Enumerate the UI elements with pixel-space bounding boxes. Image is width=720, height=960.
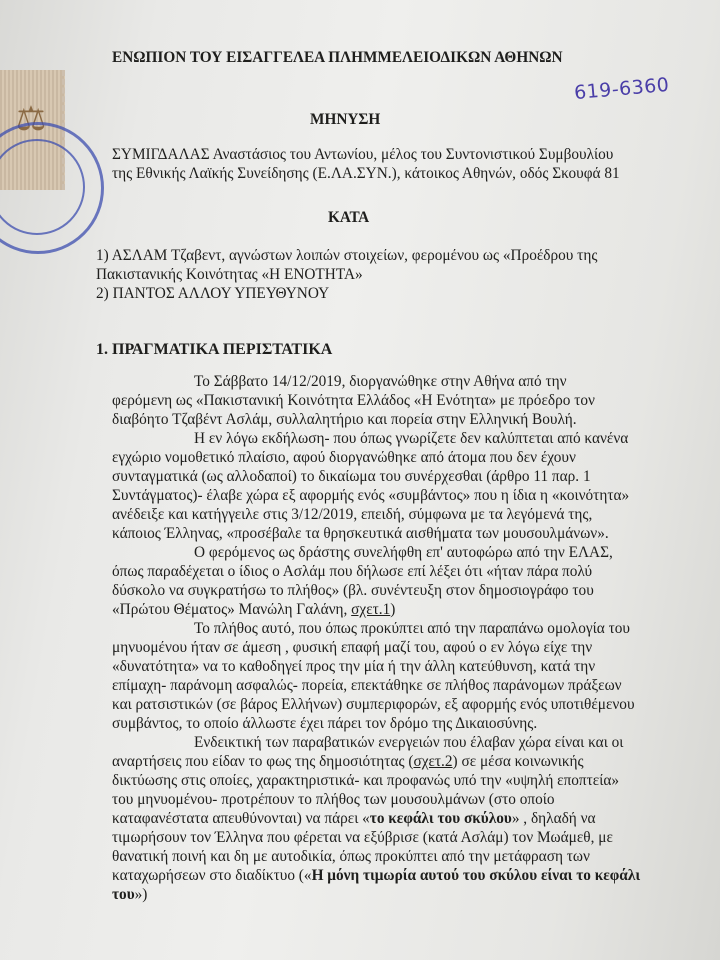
document-heading: ΜΗΝΥΣΗ: [310, 111, 381, 128]
reference-link-2: σχετ.2: [413, 753, 453, 770]
handwritten-reference-number: 619-6360: [573, 73, 671, 105]
body-line: επίμαχη- παράνομη ασφαλώς- πορεία, επεκτάθηκε σε πλήθος παράνομων πράξεων: [112, 677, 622, 694]
body-line: «δυνατότητα» να το καθοδηγεί προς την μία ή την άλλη κατεύθυνση, κατά την: [112, 658, 596, 675]
body-line: τιμωρήσουν τον Έλληνα που φέρεται να εξύβρισε (κατά Ασλάμ) τον Μωάμεθ, με: [112, 829, 613, 846]
body-line: κάποιος Έλληνας, «προσέβαλε τα θρησκευτικά αισθήματα των μουσουλμάνων».: [112, 525, 609, 542]
body-line: θανατική ποινή και δη με αυτοδικία, όπως προκύπτει από την μετάφραση των: [112, 848, 590, 865]
body-line: όπως παραδέχεται ο ίδιος ο Ασλάμ που δήλωσε επί λέξει ότι «ήταν πάρα πολύ: [112, 563, 593, 580]
body-line: εγχώριο νομοθετικό πλαίσιο, αφού διοργανώθηκε από άτομα που δεν έχουν: [112, 449, 576, 466]
body-line: ανέδειξε και κατήγγειλε στις 3/12/2019, επειδή, σύμφωνα με τα λεγόμενά της,: [112, 506, 593, 523]
body-line: του μηνυομένου- προτρέπουν το πλήθος των μουσουλμάνων (στο οποίο: [112, 791, 555, 808]
body-line: Η εν λόγω εκδήλωση- που όπως γνωρίζετε δεν καλύπτεται από κανένα: [194, 430, 629, 447]
bold-quote: του: [112, 886, 135, 903]
complainant-line: της Εθνικής Λαϊκής Συνείδησης (Ε.ΛΑ.ΣΥΝ.), κάτοικος Αθηνών, οδός Σκουφά 81: [112, 165, 620, 182]
defendant-line: 2) ΠΑΝΤΟΣ ΑΛΛΟΥ ΥΠΕΥΘΥΝΟΥ: [96, 285, 330, 302]
bold-quote: το κεφάλι του σκύλου: [369, 810, 512, 827]
official-seal-stamp: [0, 122, 104, 254]
body-line: και ρατσιστικών (σε βάρος Ελλήνων) συμπεριφορών, εξ αφορμής ενός υποτιθέμενου: [112, 696, 635, 713]
body-line: φερόμενη ως «Πακιστανική Κοινότητα Ελλάδος «Η Ενότητα» με πρόεδρο τον: [112, 392, 595, 409]
complainant-line: ΣΥΜΙΓΔΑΛΑΣ Αναστάσιος του Αντωνίου, μέλος του Συντονιστικού Συμβουλίου: [112, 146, 614, 163]
defendant-line: 1) ΑΣΛΑΜ Τζαβεντ, αγνώστων λοιπών στοιχείων, φερομένου ως «Προέδρου της: [96, 247, 598, 264]
body-line: διαβόητο Τζαβέντ Ασλάμ, συλλαλητήριο και πορεία στην Ελληνική Βουλή.: [112, 411, 577, 428]
body-line: Συντάγματος)- έλαβε χώρα εξ αφορμής ενός «συμβάντος» που η ίδια η «κοινότητα»: [112, 487, 630, 504]
body-line: συνταγματικά (ως αλλοδαποί) το δικαίωμα του συνέρχεσθαι (άρθρο 11 παρ. 1: [112, 468, 591, 485]
body-line: Το πλήθος αυτό, που όπως προκύπτει από την παραπάνω ομολογία του: [194, 620, 630, 637]
section-heading: 1. ΠΡΑΓΜΑΤΙΚΑ ΠΕΡΙΣΤΑΤΙΚΑ: [96, 341, 333, 358]
body-line: Ενδεικτική των παραβατικών ενεργειών που έλαβαν χώρα είναι και οι: [194, 734, 624, 751]
body-line: αναρτήσεις που είδαν το φως της δημοσιότητας (σχετ.2) σε μέσα κοινωνικής: [112, 753, 584, 770]
bold-quote: Η μόνη τιμωρία αυτού του σκύλου είναι το κεφάλι: [311, 867, 641, 884]
defendant-line: Πακιστανικής Κοινότητας «Η ΕΝΟΤΗΤΑ»: [96, 266, 363, 283]
body-line: του»): [112, 886, 148, 903]
reference-link-1: σχετ.1: [351, 601, 391, 618]
body-line: Το Σάββατο 14/12/2019, διοργανώθηκε στην Αθήνα από την: [194, 373, 567, 390]
document-title: ΕΝΩΠΙΟΝ ΤΟΥ ΕΙΣΑΓΓΕΛΕΑ ΠΛΗΜΜΕΛΕΙΟΔΙΚΩΝ ΑΘΗΝΩΝ: [112, 49, 563, 66]
body-line: καταχωρήσεων στο διαδίκτυο («Η μόνη τιμωρία αυτού του σκύλου είναι το κεφάλι: [112, 867, 641, 884]
body-line: μηνυομένου ήταν σε άμεση , φυσική επαφή μαζί του, αφού ο εν λόγω είχε την: [112, 639, 593, 656]
body-line: Ο φερόμενος ως δράστης συνελήφθη επ' αυτοφώρω από την ΕΛΑΣ,: [194, 544, 613, 561]
body-line: καταφανέστατα απευθύνονται) να πάρει «το κεφάλι του σκύλου» , δηλαδή να: [112, 810, 596, 827]
scales-of-justice-icon: ⚖: [15, 101, 47, 138]
body-line: συμβάντος, το οποίο άλλωστε έχει πάρει τον δρόμο της Δικαιοσύνης.: [112, 715, 538, 732]
body-line: δύσκολο να συγκρατήσω το πλήθος» (βλ. συνέντευξη στον δημοσιογράφο του: [112, 582, 594, 599]
body-line: «Πρώτου Θέματος» Μανώλη Γαλάνη, σχετ.1): [112, 601, 396, 618]
against-heading: ΚΑΤΑ: [328, 209, 370, 226]
body-line: δικτύωσης στις οποίες, χαρακτηριστικά- και προφανώς υπό την «υψηλή εποπτεία»: [112, 772, 620, 789]
